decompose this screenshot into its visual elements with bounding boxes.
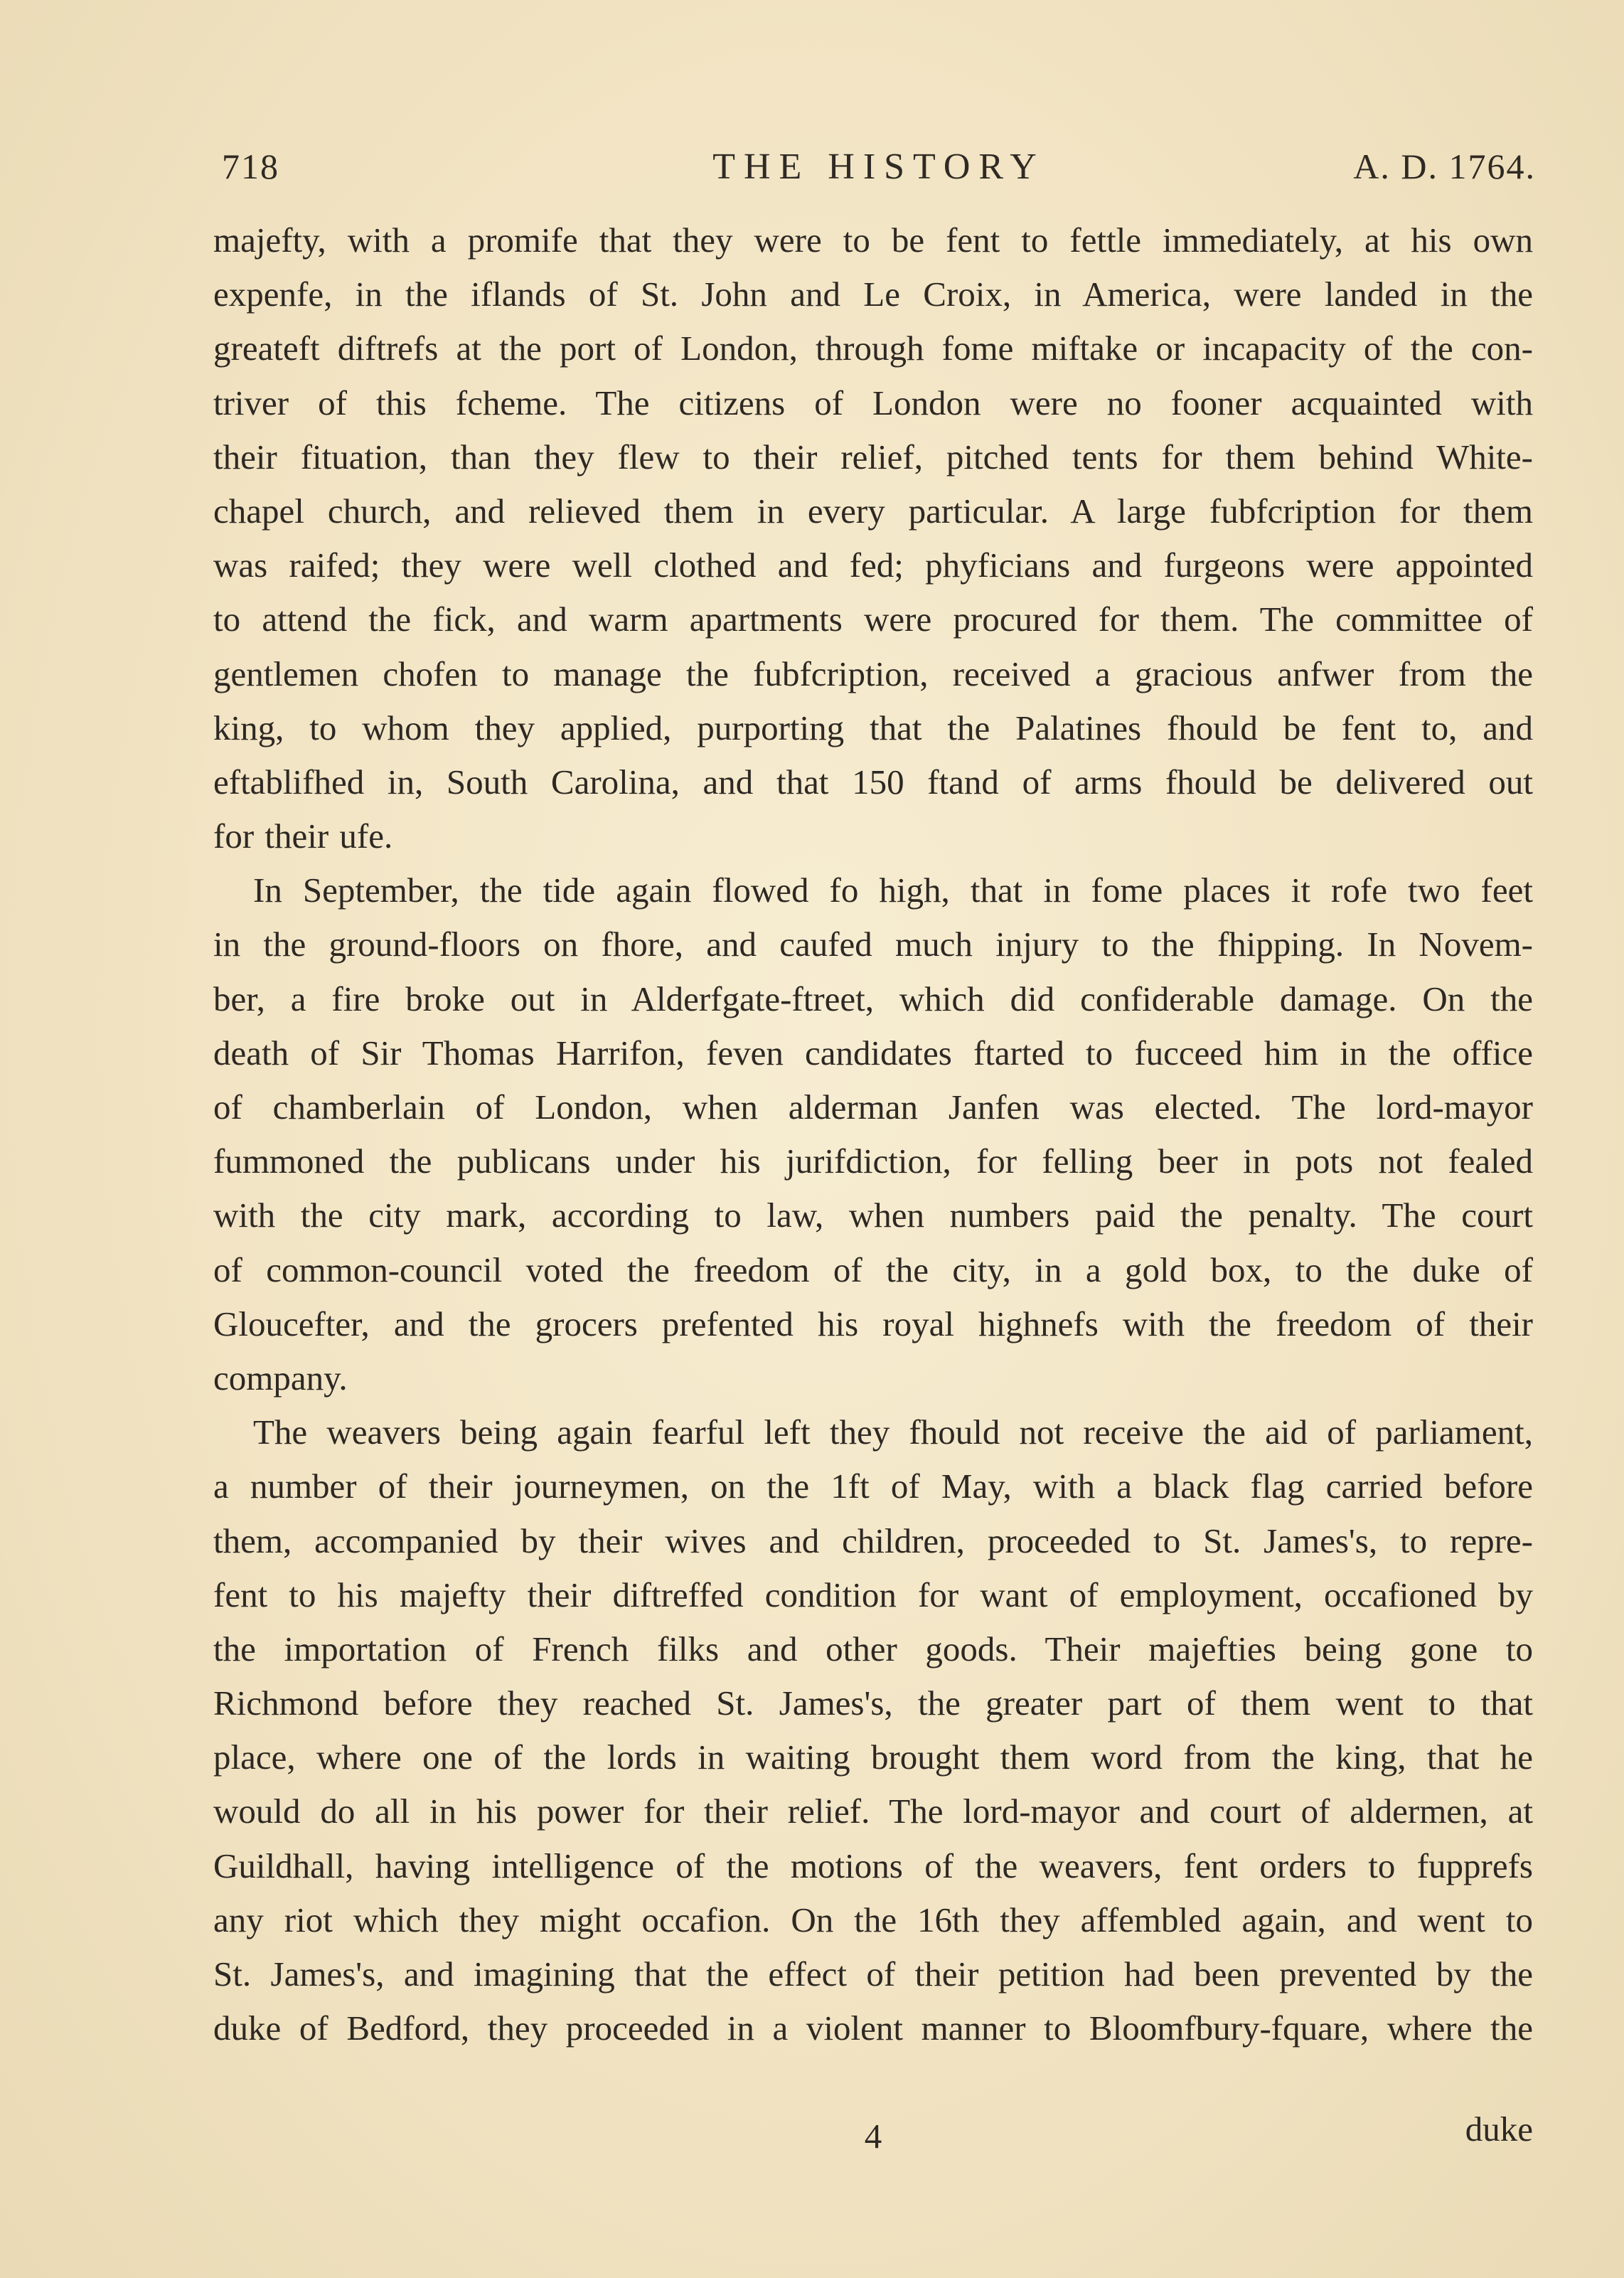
- header-date: A. D. 1764.: [1353, 147, 1536, 186]
- text-line: St. James's, and imagining that the effect of their petition had been prevented by the: [213, 1954, 1533, 1994]
- page-number: 718: [222, 147, 279, 186]
- text-line: eftablifhed in, South Carolina, and that 150 ftand of arms fhould be delivered out: [213, 762, 1533, 802]
- text-line: for their ufe.: [213, 816, 393, 856]
- text-line: death of Sir Thomas Harrifon, feven candidates ftarted to fucceed him in the office: [213, 1033, 1533, 1073]
- paragraph: [213, 1405, 1533, 2055]
- text-line: with the city mark, according to law, when numbers paid the penalty. The court: [213, 1196, 1533, 1235]
- signature-mark: 4: [864, 2117, 882, 2156]
- page-footer: [213, 2109, 1533, 2166]
- body-text: [213, 213, 1533, 2055]
- text-line: ber, a fire broke out in Alderfgate-ftreet, which did confiderable damage. On the: [213, 979, 1533, 1018]
- text-line: would do all in his power for their relief. The lord-mayor and court of aldermen, at: [213, 1792, 1533, 1831]
- text-line: company.: [213, 1358, 348, 1398]
- text-line: to attend the fick, and warm apartments were procured for them. The committee of: [213, 600, 1533, 639]
- text-line: gentlemen chofen to manage the fubfcription, received a gracious anfwer from the: [213, 654, 1533, 693]
- text-line: greateft diftrefs at the port of London, through fome miftake or incapacity of the con-: [213, 329, 1533, 368]
- text-line: chapel church, and relieved them in every particular. A large fubfcription for them: [213, 491, 1533, 531]
- text-line: Gloucefter, and the grocers prefented his royal highnefs with the freedom of their: [213, 1304, 1533, 1343]
- page-header: [222, 146, 1536, 203]
- text-line: was raifed; they were well clothed and fed; phyficians and furgeons were appointed: [213, 545, 1533, 585]
- paragraph: [213, 213, 1533, 863]
- text-line: In September, the tide again flowed fo high, that in fome places it rofe two feet: [253, 871, 1533, 910]
- text-line: fummoned the publicans under his jurifdiction, for felling beer in pots not fealed: [213, 1141, 1533, 1181]
- text-line: place, where one of the lords in waiting brought them word from the king, that he: [213, 1737, 1533, 1777]
- text-line: any riot which they might occafion. On the 16th they affembled again, and went to: [213, 1900, 1533, 1939]
- text-line: majefty, with a promife that they were to be fent to fettle immediately, at his own: [213, 220, 1533, 260]
- text-line: duke of Bedford, they proceeded in a violent manner to Bloomfbury-fquare, where the: [213, 2008, 1533, 2048]
- text-line: their fituation, than they flew to their relief, pitched tents for them behind White-: [213, 437, 1533, 477]
- text-line: king, to whom they applied, purporting that the Palatines fhould be fent to, and: [213, 708, 1533, 747]
- text-line: of chamberlain of London, when alderman Janfen was elected. The lord-mayor: [213, 1087, 1533, 1127]
- catchword: duke: [1465, 2109, 1533, 2149]
- text-line: a number of their journeymen, on the 1ft of May, with a black flag carried before: [213, 1467, 1533, 1506]
- text-line: them, accompanied by their wives and children, proceeded to St. James's, to repre-: [213, 1521, 1533, 1560]
- text-line: expenfe, in the iflands of St. John and Le Croix, in America, were landed in the: [213, 275, 1533, 314]
- text-line: of common-council voted the freedom of the city, in a gold box, to the duke of: [213, 1250, 1533, 1289]
- text-line: Guildhall, having intelligence of the motions of the weavers, fent orders to fupprefs: [213, 1846, 1533, 1885]
- paragraph: [213, 863, 1533, 1405]
- text-line: The weavers being again fearful left they fhould not receive the aid of parliament,: [253, 1412, 1533, 1452]
- running-title: THE HISTORY: [712, 147, 1045, 187]
- text-line: fent to his majefty their diftreffed condition for want of employment, occafioned by: [213, 1575, 1533, 1614]
- text-line: triver of this fcheme. The citizens of London were no fooner acquainted with: [213, 383, 1533, 422]
- text-line: the importation of French filks and other goods. Their majefties being gone to: [213, 1629, 1533, 1668]
- text-line: Richmond before they reached St. James's, the greater part of them went to that: [213, 1683, 1533, 1723]
- text-line: in the ground-floors on fhore, and caufed much injury to the fhipping. In Novem-: [213, 925, 1533, 964]
